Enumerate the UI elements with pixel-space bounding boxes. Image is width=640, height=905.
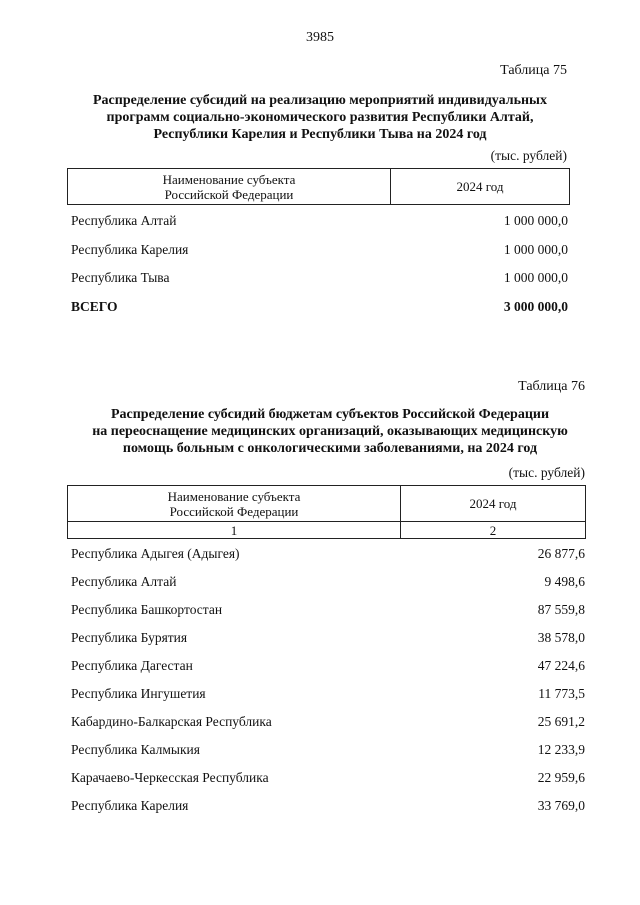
table-row (71, 213, 568, 233)
table75-title (40, 92, 600, 143)
header-line: Наименование субъекта (162, 171, 296, 187)
table76-body (71, 546, 585, 816)
table-row (71, 742, 585, 762)
table76-header-subject (68, 486, 401, 522)
row-value: 9 498,6 (544, 574, 585, 589)
header-line: Российской Федерации (169, 503, 299, 519)
row-name: Карачаево-Черкесская Республика (71, 770, 269, 785)
row-value: 47 224,6 (537, 658, 585, 673)
row-name: Республика Карелия (71, 242, 189, 257)
table-row (71, 686, 585, 706)
header-line: Российской Федерации (164, 186, 294, 202)
row-value: 25 691,2 (537, 714, 585, 729)
table76-col-number: 1 (68, 522, 401, 539)
table75-header-subject (68, 169, 391, 205)
table-row (71, 798, 585, 818)
table75-label: Таблица 75 (500, 63, 567, 78)
table75-title-line: программ социально-экономического развития Республики Алтай, (106, 110, 534, 125)
header-line: Наименование субъекта (167, 488, 301, 504)
row-value: 33 769,0 (537, 798, 585, 813)
row-value: 12 233,9 (537, 742, 585, 757)
row-value: 1 000 000,0 (503, 242, 568, 257)
table-row (71, 242, 568, 262)
table-row (71, 714, 585, 734)
page-number: 3985 (306, 30, 334, 45)
table-row (71, 270, 568, 290)
table76-col-number: 2 (401, 522, 586, 539)
table-row (71, 658, 585, 678)
row-name: Республика Ингушетия (71, 686, 206, 701)
table75-body (71, 213, 568, 323)
table76-label: Таблица 76 (518, 379, 585, 394)
table76-header (67, 485, 586, 539)
row-name: Республика Калмыкия (71, 742, 200, 757)
row-name: Республика Тыва (71, 270, 170, 285)
table75-units: (тыс. рублей) (490, 148, 567, 163)
row-name: Кабардино-Балкарская Республика (71, 714, 272, 729)
table76-title-line: Распределение субсидий бюджетам субъектов Российской Федерации (110, 407, 550, 422)
row-value: 1 000 000,0 (503, 270, 568, 285)
row-value: 38 578,0 (537, 630, 585, 645)
table-row (71, 630, 585, 650)
row-name: Республика Башкортостан (71, 602, 223, 617)
row-value: 1 000 000,0 (503, 213, 568, 228)
table75-title-line: Республики Карелия и Республики Тыва на 2024 год (153, 127, 487, 142)
row-name: Республика Бурятия (71, 630, 188, 645)
table76-units: (тыс. рублей) (508, 465, 585, 480)
row-name: Республика Алтай (71, 213, 177, 228)
table76-header-year: 2024 год (401, 486, 586, 522)
total-value: 3 000 000,0 (503, 299, 568, 314)
table76-title (30, 406, 630, 457)
table-row (71, 770, 585, 790)
total-name: ВСЕГО (71, 299, 118, 314)
table75-title-line: Распределение субсидий на реализацию мероприятий индивидуальных (93, 93, 547, 108)
table-row (71, 546, 585, 566)
row-name: Республика Дагестан (71, 658, 193, 673)
table-row (71, 574, 585, 594)
table76-title-line: на переоснащение медицинских организаций, оказывающих медицинскую (92, 424, 568, 439)
table-row (71, 602, 585, 622)
table75-header-year: 2024 год (391, 169, 570, 205)
table75-header (67, 168, 570, 205)
row-value: 11 773,5 (538, 686, 585, 701)
total-row (71, 299, 568, 319)
table76-title-line: помощь больным с онкологическими заболеваниями, на 2024 год (122, 441, 538, 456)
row-name: Республика Алтай (71, 574, 177, 589)
row-value: 26 877,6 (537, 546, 585, 561)
row-value: 22 959,6 (537, 770, 585, 785)
row-value: 87 559,8 (537, 602, 585, 617)
row-name: Республика Карелия (71, 798, 189, 813)
row-name: Республика Адыгея (Адыгея) (71, 546, 240, 561)
